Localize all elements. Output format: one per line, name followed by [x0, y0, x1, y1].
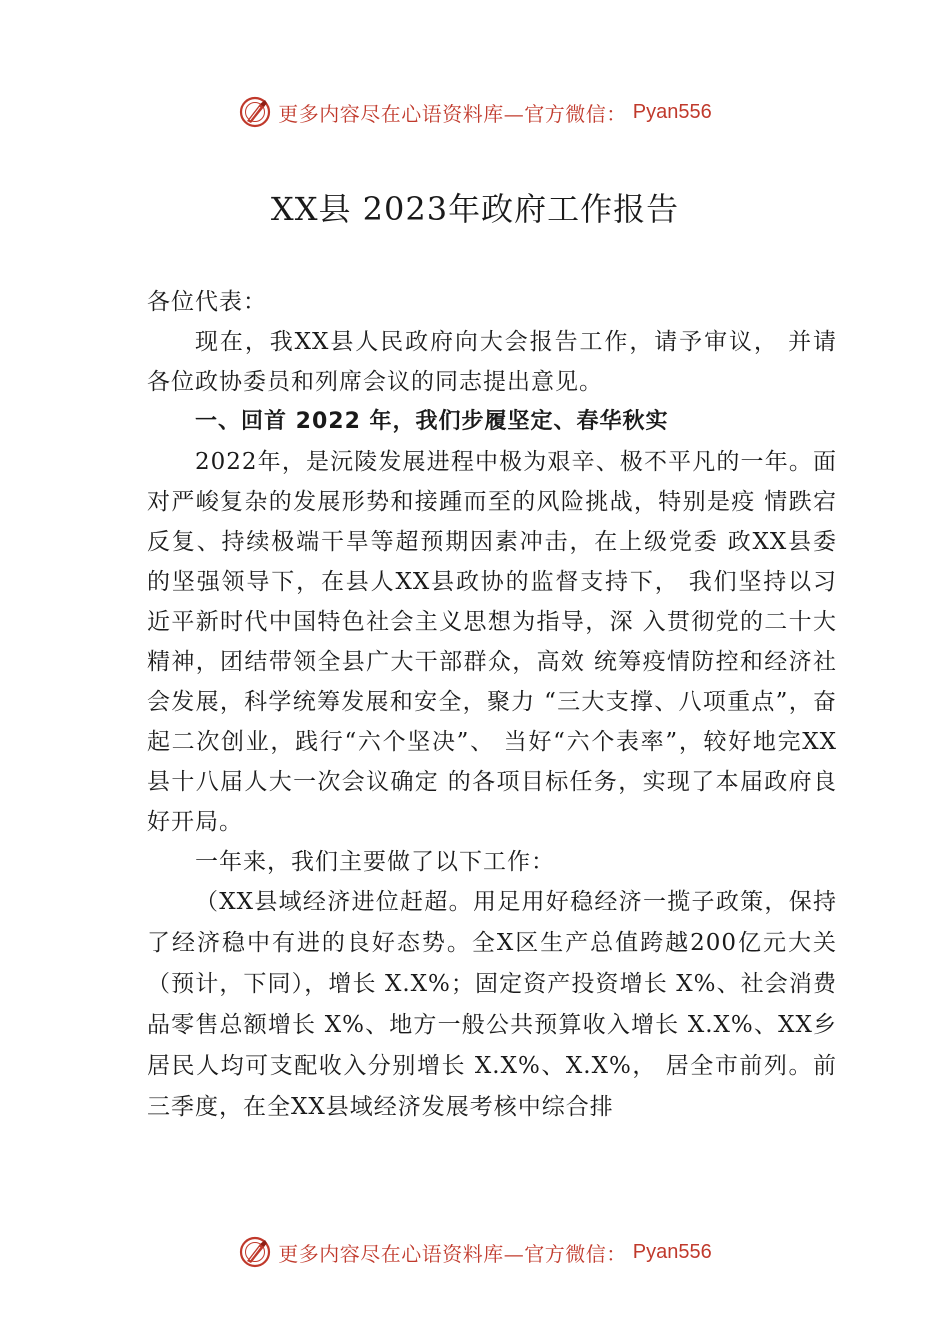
body-paragraph: （XX县域经济进位赶超。用足用好稳经济一揽子政策，保持了经济稳中有进的良好态势。全X区生产总值跨越200亿元大关（预计，下同），增长 X.X%；固定资产投资增长 X%、社会消费品零售总额增长 X%、地方一般公共预算收入增长 X.X%、XX乡居民人均可支配收入分别增长 X.X%、X.X%， 居全市前列。前三季度，在全XX县域经济发展考核中综合排 [147, 889, 837, 1120]
section-heading: 一、回首 2022 年，我们步履坚定、春华秋实 [195, 409, 669, 434]
body-paragraph: 2022年，是沅陵发展进程中极为艰辛、极不平凡的一年。面对严峻复杂的发展形势和接踵而至的风险挑战，特别是疫 情跌宕反复、持续极端干旱等超预期因素冲击，在上级党委 政XX县委的坚强领导下，在县人XX县政协的监督支持下， 我们坚持以习近平新时代中国特色社会主义思想为指导，深 入贯彻党的二十大精神，团结带领全县广大干部群众，高效 统筹疫情防控和经济社会发展，科学统筹发展和安全，聚力 “三大支撑、八项重点”，奋起二次创业，践行“六个坚决”、 当好“六个表率”，较好地完XX县十八届人大一次会议确定 的各项目标任务，实现了本届政府良好开局。 [147, 449, 837, 835]
watermark-wechat-id: Pyan556 [632, 1240, 712, 1263]
salutation: 各位代表： [147, 289, 267, 315]
fountain-pen-icon [238, 95, 272, 129]
document-title: XX县 2023年政府工作报告 [270, 190, 680, 228]
watermark-text: 更多内容尽在心语资料库—官方微信： [278, 101, 627, 126]
document-body [147, 282, 837, 1128]
watermark-footer [0, 1232, 950, 1272]
watermark-text: 更多内容尽在心语资料库—官方微信： [278, 1241, 627, 1266]
intro-paragraph: 现在，我XX县人民政府向大会报告工作，请予审议， 并请各位政协委员和列席会议的同志提出意见。 [147, 329, 837, 395]
body-paragraph: 一年来，我们主要做了以下工作： [195, 849, 555, 875]
fountain-pen-icon [238, 1235, 272, 1269]
watermark-header [0, 92, 950, 132]
watermark-wechat-id: Pyan556 [632, 100, 712, 123]
